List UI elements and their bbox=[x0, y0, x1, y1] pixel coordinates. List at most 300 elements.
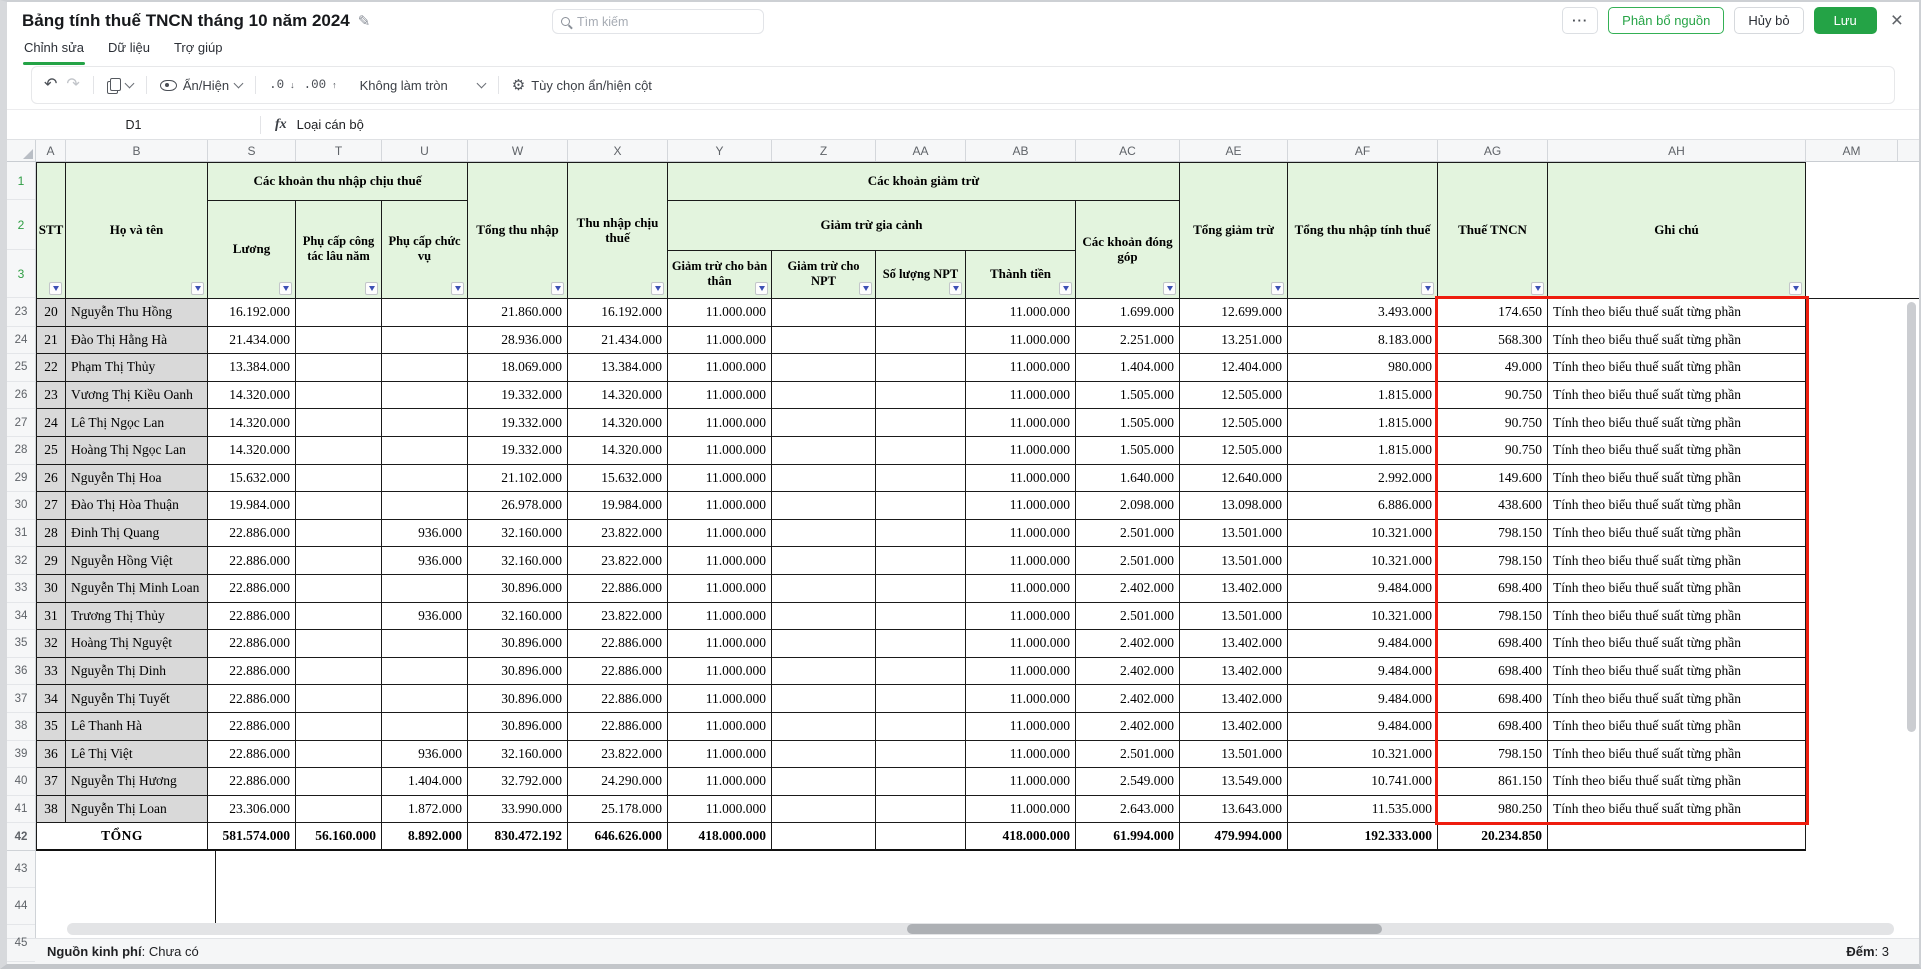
cell-tax[interactable]: 798.150 bbox=[1438, 603, 1548, 631]
cell-self-deduction[interactable]: 11.000.000 bbox=[668, 465, 772, 493]
cell-name[interactable]: Nguyễn Thị Tuyết bbox=[66, 685, 208, 713]
total-self-deduction[interactable]: 418.000.000 bbox=[668, 823, 772, 851]
filter-icon[interactable] bbox=[1271, 282, 1284, 295]
cell-self-deduction[interactable]: 11.000.000 bbox=[668, 409, 772, 437]
horizontal-scrollbar[interactable] bbox=[67, 923, 1894, 935]
cell-dependent-count[interactable] bbox=[876, 354, 966, 382]
cell-contributions[interactable]: 2.643.000 bbox=[1076, 796, 1180, 824]
cell-tax[interactable]: 980.250 bbox=[1438, 796, 1548, 824]
header-note[interactable]: Ghi chú bbox=[1548, 163, 1806, 299]
cell-stt[interactable]: 26 bbox=[36, 465, 66, 493]
cell-self-deduction[interactable]: 11.000.000 bbox=[668, 575, 772, 603]
cell-taxable-income[interactable]: 13.384.000 bbox=[568, 354, 668, 382]
header-taxable-income[interactable]: Thu nhập chịu thuế bbox=[568, 163, 668, 299]
cell-name[interactable]: Trương Thị Thủy bbox=[66, 603, 208, 631]
cell-name[interactable]: Nguyễn Thị Minh Loan bbox=[66, 575, 208, 603]
filter-icon[interactable] bbox=[191, 282, 204, 295]
header-self-deduction[interactable]: Giảm trừ cho bản thân bbox=[668, 251, 772, 299]
cell-note[interactable]: Tính theo biểu thuế suất từng phần bbox=[1548, 768, 1806, 796]
cell-tax[interactable]: 49.000 bbox=[1438, 354, 1548, 382]
cell-taxable-income[interactable]: 23.822.000 bbox=[568, 520, 668, 548]
cell-total-taxable[interactable]: 9.484.000 bbox=[1288, 658, 1438, 686]
cell-amount[interactable]: 11.000.000 bbox=[966, 409, 1076, 437]
cell-tax[interactable]: 861.150 bbox=[1438, 768, 1548, 796]
cell-stt[interactable]: 33 bbox=[36, 658, 66, 686]
cell-total-deduction[interactable]: 13.402.000 bbox=[1180, 685, 1288, 713]
cell-note[interactable]: Tính theo biểu thuế suất từng phần bbox=[1548, 741, 1806, 769]
cell-stt[interactable]: 38 bbox=[36, 796, 66, 824]
cell-stt[interactable]: 32 bbox=[36, 630, 66, 658]
cell-note[interactable]: Tính theo biểu thuế suất từng phần bbox=[1548, 575, 1806, 603]
row-number[interactable]: 28 bbox=[7, 437, 36, 465]
cell-total-deduction[interactable]: 13.501.000 bbox=[1180, 603, 1288, 631]
cell-allowance-position[interactable] bbox=[382, 299, 468, 327]
total-allowance-seniority[interactable]: 56.160.000 bbox=[296, 823, 382, 851]
search-box[interactable] bbox=[552, 9, 764, 34]
cell-taxable-income[interactable]: 19.984.000 bbox=[568, 492, 668, 520]
column-header-X[interactable]: X bbox=[568, 140, 668, 161]
header-salary[interactable]: Lương bbox=[208, 201, 296, 299]
cell-allowance-position[interactable] bbox=[382, 409, 468, 437]
cell-salary[interactable]: 13.384.000 bbox=[208, 354, 296, 382]
cell-salary[interactable]: 22.886.000 bbox=[208, 713, 296, 741]
cell-total-deduction[interactable]: 12.505.000 bbox=[1180, 437, 1288, 465]
cell-total-deduction[interactable]: 13.402.000 bbox=[1180, 713, 1288, 741]
cell-salary[interactable]: 16.192.000 bbox=[208, 299, 296, 327]
cell-note[interactable]: Tính theo biểu thuế suất từng phần bbox=[1548, 658, 1806, 686]
cell-contributions[interactable]: 2.501.000 bbox=[1076, 547, 1180, 575]
row-number[interactable]: 3 bbox=[7, 250, 35, 298]
cell-dependent-count[interactable] bbox=[876, 520, 966, 548]
column-header-AC[interactable]: AC bbox=[1076, 140, 1180, 161]
cell-taxable-income[interactable]: 23.822.000 bbox=[568, 741, 668, 769]
cell-note[interactable]: Tính theo biểu thuế suất từng phần bbox=[1548, 354, 1806, 382]
cell-self-deduction[interactable]: 11.000.000 bbox=[668, 796, 772, 824]
row-number[interactable]: 35 bbox=[7, 630, 36, 658]
cell-total-taxable[interactable]: 2.992.000 bbox=[1288, 465, 1438, 493]
filter-icon[interactable] bbox=[1163, 282, 1176, 295]
cell-note[interactable]: Tính theo biểu thuế suất từng phần bbox=[1548, 685, 1806, 713]
cell-taxable-income[interactable]: 14.320.000 bbox=[568, 409, 668, 437]
row-number[interactable]: 29 bbox=[7, 465, 36, 493]
total-amount[interactable]: 418.000.000 bbox=[966, 823, 1076, 851]
cell-salary[interactable]: 15.632.000 bbox=[208, 465, 296, 493]
cell-note[interactable]: Tính theo biểu thuế suất từng phần bbox=[1548, 520, 1806, 548]
cell-total-deduction[interactable]: 12.505.000 bbox=[1180, 382, 1288, 410]
cell-stt[interactable]: 28 bbox=[36, 520, 66, 548]
row-number[interactable]: 25 bbox=[7, 354, 36, 382]
cell-dependent-deduction[interactable] bbox=[772, 465, 876, 493]
column-header-AG[interactable]: AG bbox=[1438, 140, 1548, 161]
header-total-taxable[interactable]: Tổng thu nhập tính thuế bbox=[1288, 163, 1438, 299]
cell-self-deduction[interactable]: 11.000.000 bbox=[668, 520, 772, 548]
hide-show-button[interactable] bbox=[160, 78, 242, 93]
cell-allowance-position[interactable] bbox=[382, 713, 468, 741]
cell-tax[interactable]: 698.400 bbox=[1438, 685, 1548, 713]
cell-total-deduction[interactable]: 13.501.000 bbox=[1180, 547, 1288, 575]
formula-content[interactable]: Loại cán bộ bbox=[296, 117, 364, 132]
cell-stt[interactable]: 22 bbox=[36, 354, 66, 382]
cell-allowance-seniority[interactable] bbox=[296, 685, 382, 713]
cell-stt[interactable]: 24 bbox=[36, 409, 66, 437]
cell-total-income[interactable]: 28.936.000 bbox=[468, 327, 568, 355]
increase-decimal-button[interactable] bbox=[304, 78, 337, 92]
cell-dependent-count[interactable] bbox=[876, 547, 966, 575]
cell-allowance-position[interactable]: 936.000 bbox=[382, 547, 468, 575]
cell-total-income[interactable]: 30.896.000 bbox=[468, 685, 568, 713]
cell-total-taxable[interactable]: 10.321.000 bbox=[1288, 547, 1438, 575]
cell-tax[interactable]: 698.400 bbox=[1438, 630, 1548, 658]
cell-amount[interactable]: 11.000.000 bbox=[966, 354, 1076, 382]
row-number[interactable]: 42 bbox=[7, 823, 36, 851]
cell-total-taxable[interactable]: 10.321.000 bbox=[1288, 741, 1438, 769]
cell-contributions[interactable]: 2.402.000 bbox=[1076, 685, 1180, 713]
header-total-deduction[interactable]: Tổng giảm trừ bbox=[1180, 163, 1288, 299]
cell-dependent-count[interactable] bbox=[876, 741, 966, 769]
cell-dependent-count[interactable] bbox=[876, 492, 966, 520]
cell-dependent-deduction[interactable] bbox=[772, 492, 876, 520]
cell-dependent-deduction[interactable] bbox=[772, 575, 876, 603]
cell-salary[interactable]: 22.886.000 bbox=[208, 520, 296, 548]
total-taxable-income[interactable]: 646.626.000 bbox=[568, 823, 668, 851]
cell-contributions[interactable]: 2.251.000 bbox=[1076, 327, 1180, 355]
row-number[interactable]: 1 bbox=[7, 162, 35, 200]
filter-icon[interactable] bbox=[1421, 282, 1434, 295]
cell-taxable-income[interactable]: 24.290.000 bbox=[568, 768, 668, 796]
cell-salary[interactable]: 22.886.000 bbox=[208, 658, 296, 686]
cell-salary[interactable]: 22.886.000 bbox=[208, 741, 296, 769]
cell-salary[interactable]: 14.320.000 bbox=[208, 382, 296, 410]
cell-salary[interactable]: 22.886.000 bbox=[208, 547, 296, 575]
cell-stt[interactable]: 23 bbox=[36, 382, 66, 410]
cell-tax[interactable]: 798.150 bbox=[1438, 741, 1548, 769]
cell-stt[interactable]: 37 bbox=[36, 768, 66, 796]
total-dependent-deduction[interactable] bbox=[772, 823, 876, 851]
filter-icon[interactable] bbox=[1531, 282, 1544, 295]
cell-total-income[interactable]: 19.332.000 bbox=[468, 382, 568, 410]
header-dependent-count[interactable]: Số lượng NPT bbox=[876, 251, 966, 299]
cell-taxable-income[interactable]: 23.822.000 bbox=[568, 603, 668, 631]
column-header-A[interactable]: A bbox=[36, 140, 66, 161]
cell-note[interactable]: Tính theo biểu thuế suất từng phần bbox=[1548, 630, 1806, 658]
column-header-AA[interactable]: AA bbox=[876, 140, 966, 161]
cell-allowance-seniority[interactable] bbox=[296, 603, 382, 631]
header-amount[interactable]: Thành tiền bbox=[966, 251, 1076, 299]
cell-name[interactable]: Nguyễn Thu Hồng bbox=[66, 299, 208, 327]
decrease-decimal-button[interactable] bbox=[269, 78, 295, 92]
cell-dependent-count[interactable] bbox=[876, 685, 966, 713]
cell-total-income[interactable]: 21.102.000 bbox=[468, 465, 568, 493]
total-dependent-count[interactable] bbox=[876, 823, 966, 851]
cell-total-taxable[interactable]: 980.000 bbox=[1288, 354, 1438, 382]
cell-self-deduction[interactable]: 11.000.000 bbox=[668, 603, 772, 631]
cell-tax[interactable]: 798.150 bbox=[1438, 520, 1548, 548]
cell-dependent-deduction[interactable] bbox=[772, 437, 876, 465]
header-stt[interactable]: STT bbox=[36, 163, 66, 299]
row-number[interactable]: 38 bbox=[7, 713, 36, 741]
cell-total-income[interactable]: 26.978.000 bbox=[468, 492, 568, 520]
cell-total-taxable[interactable]: 3.493.000 bbox=[1288, 299, 1438, 327]
cell-contributions[interactable]: 2.501.000 bbox=[1076, 520, 1180, 548]
column-header-S[interactable]: S bbox=[208, 140, 296, 161]
cell-name[interactable]: Lê Thị Việt bbox=[66, 741, 208, 769]
cell-total-income[interactable]: 30.896.000 bbox=[468, 575, 568, 603]
cell-salary[interactable]: 14.320.000 bbox=[208, 409, 296, 437]
cell-allowance-position[interactable]: 936.000 bbox=[382, 603, 468, 631]
cell-contributions[interactable]: 2.402.000 bbox=[1076, 658, 1180, 686]
cell-allowance-seniority[interactable] bbox=[296, 382, 382, 410]
header-family-deduction[interactable]: Giảm trừ gia cảnh bbox=[668, 201, 1076, 251]
cell-allowance-position[interactable]: 1.404.000 bbox=[382, 768, 468, 796]
row-number[interactable]: 27 bbox=[7, 409, 36, 437]
filter-icon[interactable] bbox=[651, 282, 664, 295]
cell-salary[interactable]: 19.984.000 bbox=[208, 492, 296, 520]
cell-name[interactable]: Nguyễn Thị Loan bbox=[66, 796, 208, 824]
edit-title-icon[interactable]: ✎ bbox=[357, 13, 371, 30]
cell-tax[interactable]: 568.300 bbox=[1438, 327, 1548, 355]
cell-allowance-position[interactable] bbox=[382, 492, 468, 520]
cell-self-deduction[interactable]: 11.000.000 bbox=[668, 713, 772, 741]
cell-name[interactable]: Phạm Thị Thủy bbox=[66, 354, 208, 382]
row-number[interactable]: 39 bbox=[7, 741, 36, 769]
cell-salary[interactable]: 14.320.000 bbox=[208, 437, 296, 465]
cell-name[interactable]: Nguyễn Thị Hoa bbox=[66, 465, 208, 493]
cell-total-taxable[interactable]: 1.815.000 bbox=[1288, 382, 1438, 410]
cell-contributions[interactable]: 2.402.000 bbox=[1076, 713, 1180, 741]
cell-note[interactable]: Tính theo biểu thuế suất từng phần bbox=[1548, 437, 1806, 465]
cell-dependent-count[interactable] bbox=[876, 382, 966, 410]
cell-taxable-income[interactable]: 22.886.000 bbox=[568, 630, 668, 658]
cell-allowance-seniority[interactable] bbox=[296, 741, 382, 769]
cell-total-deduction[interactable]: 12.699.000 bbox=[1180, 299, 1288, 327]
cell-amount[interactable]: 11.000.000 bbox=[966, 465, 1076, 493]
header-allowance-position[interactable]: Phụ cấp chức vụ bbox=[382, 201, 468, 299]
cell-total-income[interactable]: 33.990.000 bbox=[468, 796, 568, 824]
menu-data[interactable]: Dữ liệu bbox=[108, 40, 150, 55]
total-label[interactable]: TỔNG bbox=[36, 823, 208, 851]
cell-stt[interactable]: 29 bbox=[36, 547, 66, 575]
header-dependent-deduction[interactable]: Giảm trừ cho NPT bbox=[772, 251, 876, 299]
cell-allowance-position[interactable]: 936.000 bbox=[382, 520, 468, 548]
cell-amount[interactable]: 11.000.000 bbox=[966, 741, 1076, 769]
column-header-AH[interactable]: AH bbox=[1548, 140, 1806, 161]
cell-dependent-deduction[interactable] bbox=[772, 713, 876, 741]
cell-taxable-income[interactable]: 22.886.000 bbox=[568, 685, 668, 713]
cell-contributions[interactable]: 1.505.000 bbox=[1076, 409, 1180, 437]
total-taxable[interactable]: 192.333.000 bbox=[1288, 823, 1438, 851]
cell-contributions[interactable]: 1.505.000 bbox=[1076, 437, 1180, 465]
cell-self-deduction[interactable]: 11.000.000 bbox=[668, 327, 772, 355]
cell-total-income[interactable]: 32.160.000 bbox=[468, 520, 568, 548]
close-icon[interactable]: × bbox=[1890, 9, 1903, 32]
cell-dependent-count[interactable] bbox=[876, 299, 966, 327]
cell-dependent-count[interactable] bbox=[876, 465, 966, 493]
cell-total-taxable[interactable]: 10.741.000 bbox=[1288, 768, 1438, 796]
cell-total-taxable[interactable]: 8.183.000 bbox=[1288, 327, 1438, 355]
search-input[interactable] bbox=[577, 15, 755, 29]
filter-icon[interactable] bbox=[755, 282, 768, 295]
cell-amount[interactable]: 11.000.000 bbox=[966, 575, 1076, 603]
cell-total-taxable[interactable]: 11.535.000 bbox=[1288, 796, 1438, 824]
cell-stt[interactable]: 31 bbox=[36, 603, 66, 631]
cell-tax[interactable]: 438.600 bbox=[1438, 492, 1548, 520]
row-number[interactable]: 2 bbox=[7, 200, 35, 250]
cell-allowance-seniority[interactable] bbox=[296, 492, 382, 520]
cell-contributions[interactable]: 1.505.000 bbox=[1076, 382, 1180, 410]
cell-taxable-income[interactable]: 23.822.000 bbox=[568, 547, 668, 575]
cell-stt[interactable]: 30 bbox=[36, 575, 66, 603]
total-tax[interactable]: 20.234.850 bbox=[1438, 823, 1548, 851]
cell-amount[interactable]: 11.000.000 bbox=[966, 603, 1076, 631]
cell-dependent-deduction[interactable] bbox=[772, 768, 876, 796]
cell-self-deduction[interactable]: 11.000.000 bbox=[668, 382, 772, 410]
row-number[interactable]: 23 bbox=[7, 299, 36, 327]
cell-salary[interactable]: 22.886.000 bbox=[208, 603, 296, 631]
cell-total-income[interactable]: 30.896.000 bbox=[468, 713, 568, 741]
cell-self-deduction[interactable]: 11.000.000 bbox=[668, 768, 772, 796]
filter-icon[interactable] bbox=[859, 282, 872, 295]
cell-amount[interactable]: 11.000.000 bbox=[966, 382, 1076, 410]
cell-name[interactable]: Hoàng Thị Ngọc Lan bbox=[66, 437, 208, 465]
row-number[interactable]: 30 bbox=[7, 492, 36, 520]
cell-dependent-deduction[interactable] bbox=[772, 741, 876, 769]
cell-amount[interactable]: 11.000.000 bbox=[966, 713, 1076, 741]
cell-total-deduction[interactable]: 13.098.000 bbox=[1180, 492, 1288, 520]
column-header-Z[interactable]: Z bbox=[772, 140, 876, 161]
cell-dependent-deduction[interactable] bbox=[772, 354, 876, 382]
column-header-B[interactable]: B bbox=[66, 140, 208, 161]
cell-taxable-income[interactable]: 22.886.000 bbox=[568, 658, 668, 686]
cell-note[interactable]: Tính theo biểu thuế suất từng phần bbox=[1548, 299, 1806, 327]
cell-taxable-income[interactable]: 16.192.000 bbox=[568, 299, 668, 327]
cell-allowance-seniority[interactable] bbox=[296, 465, 382, 493]
cell-name[interactable]: Lê Thanh Hà bbox=[66, 713, 208, 741]
cell-dependent-deduction[interactable] bbox=[772, 685, 876, 713]
cell-name[interactable]: Đinh Thị Quang bbox=[66, 520, 208, 548]
cell-total-income[interactable]: 32.792.000 bbox=[468, 768, 568, 796]
cell-contributions[interactable]: 2.501.000 bbox=[1076, 603, 1180, 631]
cell-dependent-deduction[interactable] bbox=[772, 630, 876, 658]
cell-self-deduction[interactable]: 11.000.000 bbox=[668, 547, 772, 575]
cell-self-deduction[interactable]: 11.000.000 bbox=[668, 492, 772, 520]
cell-amount[interactable]: 11.000.000 bbox=[966, 547, 1076, 575]
cell-allowance-seniority[interactable] bbox=[296, 796, 382, 824]
cell-amount[interactable]: 11.000.000 bbox=[966, 768, 1076, 796]
header-group-deductions[interactable]: Các khoản giảm trừ bbox=[668, 163, 1180, 201]
filter-icon[interactable] bbox=[49, 282, 62, 295]
cell-allowance-seniority[interactable] bbox=[296, 575, 382, 603]
column-header-T[interactable]: T bbox=[296, 140, 382, 161]
cell-note[interactable]: Tính theo biểu thuế suất từng phần bbox=[1548, 382, 1806, 410]
cell-total-income[interactable]: 30.896.000 bbox=[468, 658, 568, 686]
row-number[interactable]: 36 bbox=[7, 658, 36, 686]
cell-tax[interactable]: 149.600 bbox=[1438, 465, 1548, 493]
cell-tax[interactable]: 798.150 bbox=[1438, 547, 1548, 575]
cell-dependent-count[interactable] bbox=[876, 603, 966, 631]
cell-note[interactable]: Tính theo biểu thuế suất từng phần bbox=[1548, 713, 1806, 741]
cell-allowance-seniority[interactable] bbox=[296, 658, 382, 686]
cell-note[interactable]: Tính theo biểu thuế suất từng phần bbox=[1548, 465, 1806, 493]
cell-self-deduction[interactable]: 11.000.000 bbox=[668, 685, 772, 713]
row-number[interactable]: 32 bbox=[7, 547, 36, 575]
cell-salary[interactable]: 22.886.000 bbox=[208, 575, 296, 603]
cell-note[interactable]: Tính theo biểu thuế suất từng phần bbox=[1548, 547, 1806, 575]
cell-total-deduction[interactable]: 13.402.000 bbox=[1180, 630, 1288, 658]
cell-contributions[interactable]: 1.640.000 bbox=[1076, 465, 1180, 493]
cell-allowance-position[interactable] bbox=[382, 630, 468, 658]
row-number[interactable]: 24 bbox=[7, 327, 36, 355]
row-number[interactable]: 31 bbox=[7, 520, 36, 548]
cell-self-deduction[interactable]: 11.000.000 bbox=[668, 354, 772, 382]
cell-total-taxable[interactable]: 9.484.000 bbox=[1288, 713, 1438, 741]
cell-tax[interactable]: 174.650 bbox=[1438, 299, 1548, 327]
cell-taxable-income[interactable]: 15.632.000 bbox=[568, 465, 668, 493]
cell-stt[interactable]: 34 bbox=[36, 685, 66, 713]
total-contributions[interactable]: 61.994.000 bbox=[1076, 823, 1180, 851]
total-income[interactable]: 830.472.192 bbox=[468, 823, 568, 851]
cell-dependent-deduction[interactable] bbox=[772, 796, 876, 824]
column-header-AB[interactable]: AB bbox=[966, 140, 1076, 161]
cell-tax[interactable]: 90.750 bbox=[1438, 382, 1548, 410]
filter-icon[interactable] bbox=[1059, 282, 1072, 295]
cell-total-deduction[interactable]: 13.402.000 bbox=[1180, 575, 1288, 603]
cell-taxable-income[interactable]: 22.886.000 bbox=[568, 575, 668, 603]
horizontal-scrollbar-thumb[interactable] bbox=[907, 924, 1382, 934]
cell-allowance-seniority[interactable] bbox=[296, 327, 382, 355]
cell-stt[interactable]: 35 bbox=[36, 713, 66, 741]
cell-total-income[interactable]: 30.896.000 bbox=[468, 630, 568, 658]
cell-total-taxable[interactable]: 1.815.000 bbox=[1288, 437, 1438, 465]
cell-total-deduction[interactable]: 13.402.000 bbox=[1180, 658, 1288, 686]
cell-note[interactable]: Tính theo biểu thuế suất từng phần bbox=[1548, 409, 1806, 437]
filter-icon[interactable] bbox=[949, 282, 962, 295]
filter-icon[interactable] bbox=[279, 282, 292, 295]
cell-self-deduction[interactable]: 11.000.000 bbox=[668, 658, 772, 686]
row-number[interactable]: 26 bbox=[7, 382, 36, 410]
cell-total-income[interactable]: 19.332.000 bbox=[468, 409, 568, 437]
cell-self-deduction[interactable]: 11.000.000 bbox=[668, 299, 772, 327]
cell-amount[interactable]: 11.000.000 bbox=[966, 327, 1076, 355]
cell-allowance-seniority[interactable] bbox=[296, 354, 382, 382]
cell-contributions[interactable]: 1.699.000 bbox=[1076, 299, 1180, 327]
cell-self-deduction[interactable]: 11.000.000 bbox=[668, 741, 772, 769]
header-tax[interactable]: Thuế TNCN bbox=[1438, 163, 1548, 299]
cell-dependent-deduction[interactable] bbox=[772, 603, 876, 631]
column-header-AE[interactable]: AE bbox=[1180, 140, 1288, 161]
cell-amount[interactable]: 11.000.000 bbox=[966, 520, 1076, 548]
row-number[interactable]: 37 bbox=[7, 685, 36, 713]
cell-amount[interactable]: 11.000.000 bbox=[966, 658, 1076, 686]
menu-edit[interactable]: Chỉnh sửa bbox=[23, 40, 85, 63]
cell-contributions[interactable]: 2.501.000 bbox=[1076, 741, 1180, 769]
cell-taxable-income[interactable]: 22.886.000 bbox=[568, 713, 668, 741]
cell-allowance-seniority[interactable] bbox=[296, 630, 382, 658]
column-header-U[interactable]: U bbox=[382, 140, 468, 161]
column-header-AM[interactable]: AM bbox=[1806, 140, 1898, 161]
cell-amount[interactable]: 11.000.000 bbox=[966, 437, 1076, 465]
cell-contributions[interactable]: 2.549.000 bbox=[1076, 768, 1180, 796]
cell-name[interactable]: Vương Thị Kiều Oanh bbox=[66, 382, 208, 410]
more-options-button[interactable]: ··· bbox=[1562, 7, 1598, 34]
cell-total-taxable[interactable]: 9.484.000 bbox=[1288, 630, 1438, 658]
cell-total-taxable[interactable]: 9.484.000 bbox=[1288, 685, 1438, 713]
vertical-scrollbar-thumb[interactable] bbox=[1907, 302, 1916, 732]
cell-tax[interactable]: 698.400 bbox=[1438, 713, 1548, 741]
cell-stt[interactable]: 20 bbox=[36, 299, 66, 327]
row-number[interactable]: 43 bbox=[7, 851, 35, 888]
cell-total-deduction[interactable]: 13.501.000 bbox=[1180, 741, 1288, 769]
row-number[interactable]: 44 bbox=[7, 888, 35, 925]
